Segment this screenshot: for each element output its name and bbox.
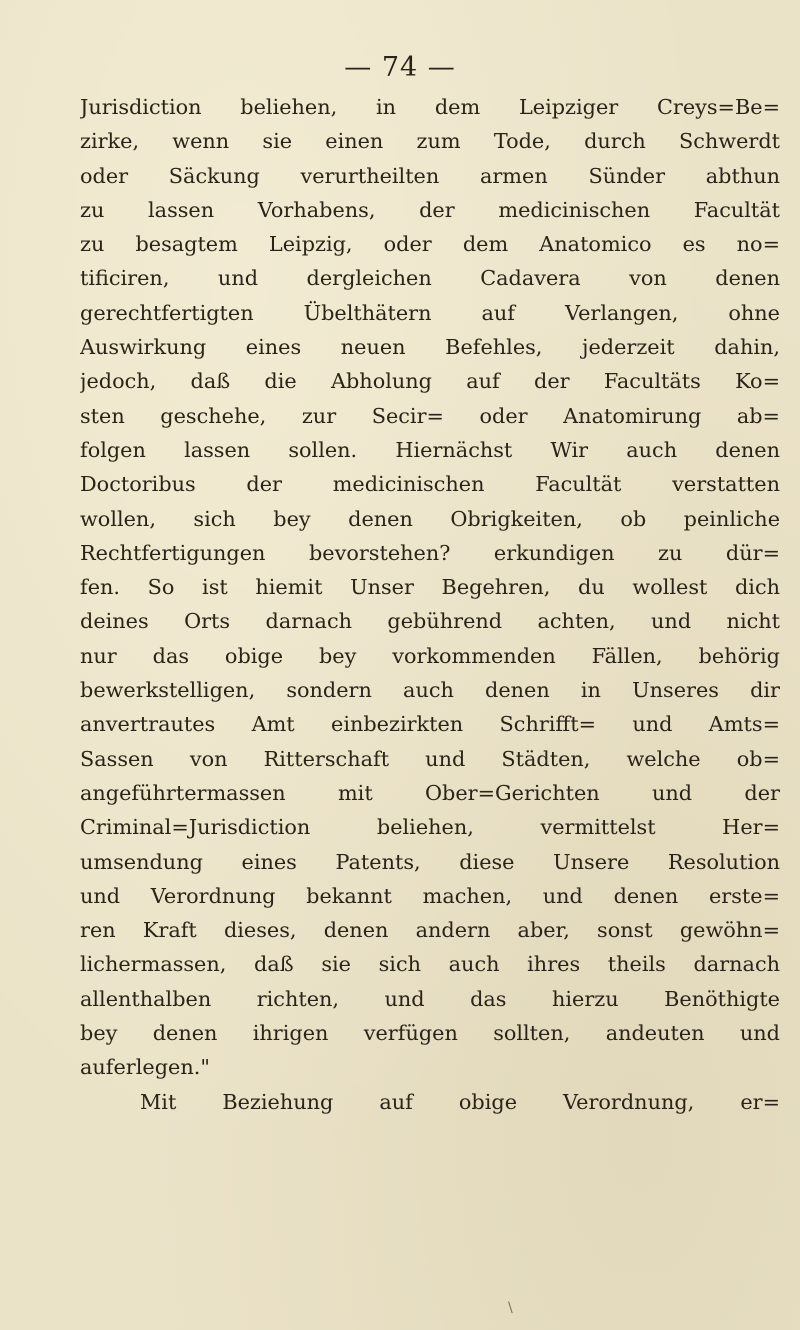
text-line: Sassen von Ritterschaft und Städten, welche ob= [80,746,780,771]
text-line: bey denen ihrigen verfügen sollten, andeuten und [80,1021,780,1046]
paragraph-start-line: Mit Beziehung auf obige Verordnung, er= [140,1089,780,1114]
text-line: folgen lassen sollen. Hiernächst Wir auch denen [80,437,780,462]
text-line: lichermassen, daß sie sich auch ihres theils darnach [80,952,780,977]
body-text [80,90,780,1119]
text-line: anvertrautes Amt einbezirkten Schrifft= und Amts= [80,712,780,737]
text-line: oder Säckung verurtheilten armen Sünder abthun [80,163,780,188]
text-line: umsendung eines Patents, diese Unsere Resolution [80,849,780,874]
text-line: Criminal=Jurisdiction beliehen, vermittelst Her= [80,815,780,840]
text-line: gerechtfertigten Übelthätern auf Verlangen, ohne [80,300,780,325]
text-line: sten geschehe, zur Secir= oder Anatomirung ab= [80,403,780,428]
text-line: tificiren, und dergleichen Cadavera von denen [80,266,780,291]
text-line: bewerkstelligen, sondern auch denen in Unseres dir [80,678,780,703]
text-line: zu lassen Vorhabens, der medicinischen Facultät [80,197,780,222]
text-line: Rechtfertigungen bevorstehen? erkundigen zu dür= [80,540,780,565]
print-mark: \ [508,1300,513,1316]
page-number: — 74 — [344,52,456,83]
text-line: fen. So ist hiemit Unser Begehren, du wollest dich [80,575,780,600]
text-line: wollen, sich bey denen Obrigkeiten, ob peinliche [80,506,780,531]
text-line: angeführtermassen mit Ober=Gerichten und der [80,780,780,805]
text-line: Doctoribus der medicinischen Facultät verstatten [80,472,780,497]
text-line: Auswirkung eines neuen Befehles, jederzeit dahin, [80,335,780,360]
text-line: und Verordnung bekannt machen, und denen erste= [80,883,780,908]
text-line: ren Kraft dieses, denen andern aber, sonst gewöhn= [80,918,780,943]
text-line: jedoch, daß die Abholung auf der Facultäts Ko= [80,369,780,394]
text-line: auferlegen." [80,1055,210,1080]
text-line: nur das obige bey vorkommenden Fällen, behörig [80,643,780,668]
text-line: allenthalben richten, und das hierzu Benöthigte [80,986,780,1011]
text-line: zirke, wenn sie einen zum Tode, durch Schwerdt [80,129,780,154]
text-line: zu besagtem Leipzig, oder dem Anatomico es no= [80,232,780,257]
text-line: deines Orts darnach gebührend achten, und nicht [80,609,780,634]
text-line: Jurisdiction beliehen, in dem Leipziger Creys=Be= [80,95,780,119]
